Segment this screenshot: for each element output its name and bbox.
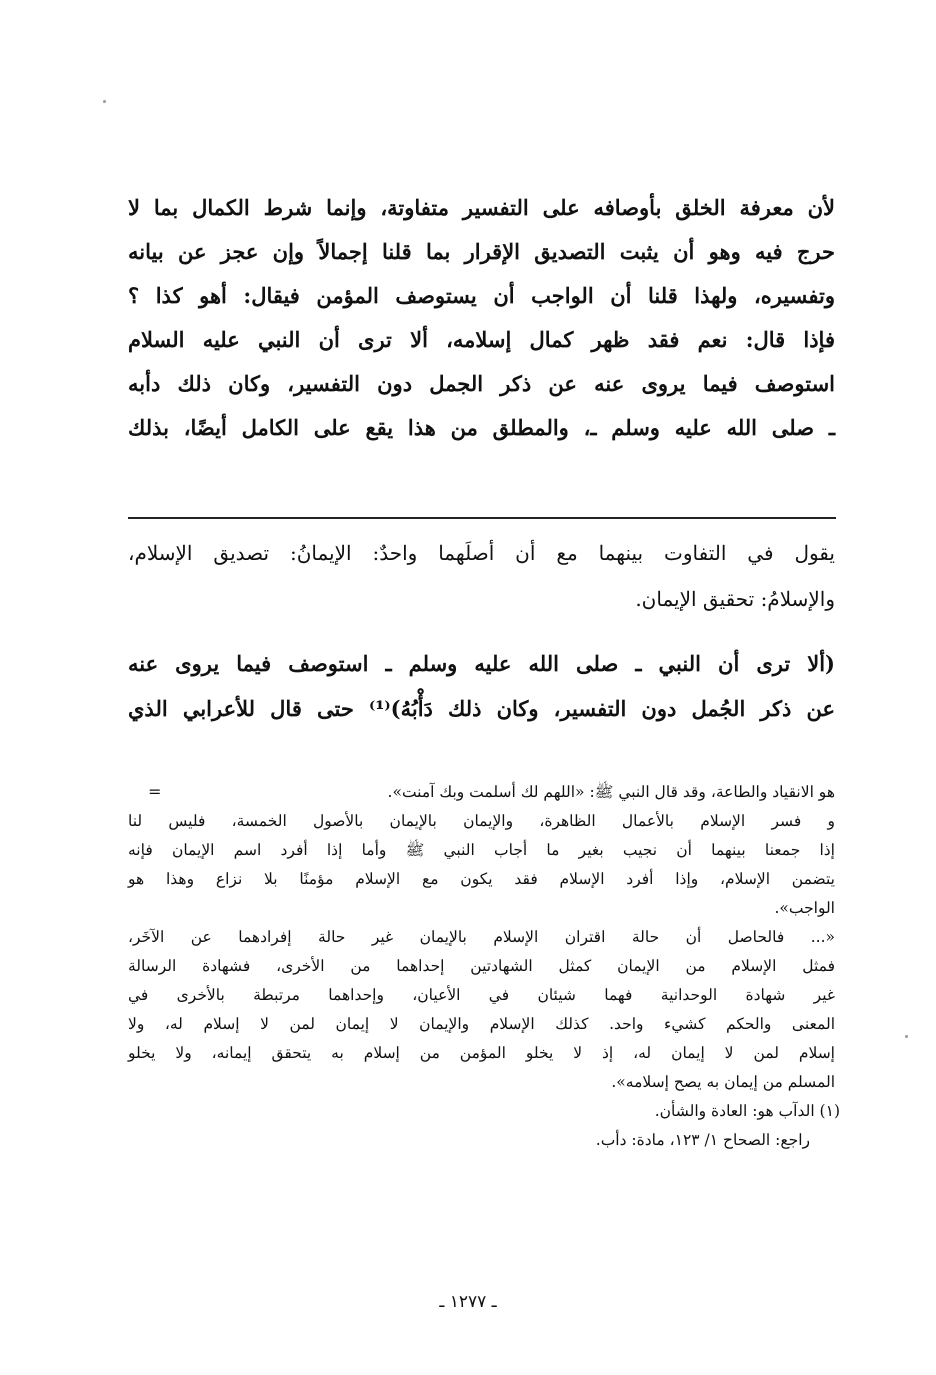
footnote-line: إذا جمعنا بينهما أن نجيب بغير ما أجاب النبي ﷺ وأما إذا أفرد اسم الإيمان فإنه xyxy=(128,841,835,859)
footnote-line: و فسر الإسلام بالأعمال الظاهرة، والإيمان بالإيمان بالأصول الخمسة، فليس لنا xyxy=(128,812,835,830)
page-number: ـ ١٢٧٧ ـ xyxy=(439,1292,497,1312)
main-line: استوصف فيما يروى عنه عن ذكر الجمل دون التفسير، وكان ذلك دأبه xyxy=(128,371,835,396)
main-line: فإذا قال: نعم فقد ظهر كمال إسلامه، ألا ترى أن النبي عليه السلام xyxy=(128,327,835,352)
continuation-mark: = xyxy=(148,782,162,801)
footnote-line: الواجب». xyxy=(774,899,835,917)
main-line: لأن معرفة الخلق بأوصافه على التفسير متفاوتة، وإنما شرط الكمال بما لا xyxy=(128,195,835,220)
main-line: وتفسيره، ولهذا قلنا أن الواجب أن يستوصف المؤمن فيقال: أهو كذا ؟ xyxy=(128,283,835,308)
footnote-line: المعنى والحكم كشيء واحد. كذلك الإسلام والإيمان لا إيمان لمن لا إسلام له، ولا xyxy=(128,1015,835,1033)
commentary-line: يقول في التفاوت بينهما مع أن أصلَهما واحدٌ: الإيمانُ: تصديق الإسلام، xyxy=(128,541,835,565)
footnote-1: (١) الدآب هو: العادة والشأن. xyxy=(654,1102,840,1120)
footnote-line: «... فالحاصل أن حالة اقتران الإسلام بالإيمان غير حالة إفرادهما عن الآخَر، xyxy=(128,928,835,946)
footnote-line: غير شهادة الوحدانية فهما شيئان في الأعيان، وإحداهما مرتبطة بالأخرى في xyxy=(128,986,835,1004)
footnote-reference: راجع: الصحاح ١/ ١٢٣، مادة: دأب. xyxy=(595,1131,810,1149)
quoted-line: (ألا ترى أن النبي ـ صلى الله عليه وسلم ـ استوصف فيما يروى عنه xyxy=(128,651,835,676)
separator-rule xyxy=(128,517,836,519)
commentary-line: والإسلامُ: تحقيق الإيمان. xyxy=(635,587,835,611)
footnote-line: فمثل الإسلام من الإيمان كمثل الشهادتين إحداهما من الأخرى، فشهادة الرسالة xyxy=(128,957,835,975)
footnote-line: المسلم من إيمان به يصح إسلامه». xyxy=(611,1073,835,1091)
main-line: ـ صلى الله عليه وسلم ـ، والمطلق من هذا يقع على الكامل أيضًا، بذلك xyxy=(128,415,835,440)
footnote-line: إسلام لمن لا إيمان له، إذ لا يخلو المؤمن من إسلام به يتحقق إيمانه، ولا يخلو xyxy=(128,1044,835,1062)
footnote-line: يتضمن الإسلام، وإذا أفرد الإسلام فقد يكون مع الإسلام مؤمنًا بلا نزاع وهذا هو xyxy=(128,870,835,888)
quoted-line: عن ذكر الجُمل دون التفسير، وكان ذلك دَأْبُهُ)⁽¹⁾ حتى قال للأعرابي الذي xyxy=(128,696,835,721)
main-line: حرج فيه وهو أن يثبت التصديق الإقرار بما قلنا إجمالاً وإن عجز عن بيانه xyxy=(128,239,836,264)
scan-speck xyxy=(103,100,106,103)
footnote-line: هو الانقياد والطاعة، وقد قال النبي ﷺ: «اللهم لك أسلمت وبك آمنت». xyxy=(387,783,835,801)
scan-speck xyxy=(905,1035,908,1038)
